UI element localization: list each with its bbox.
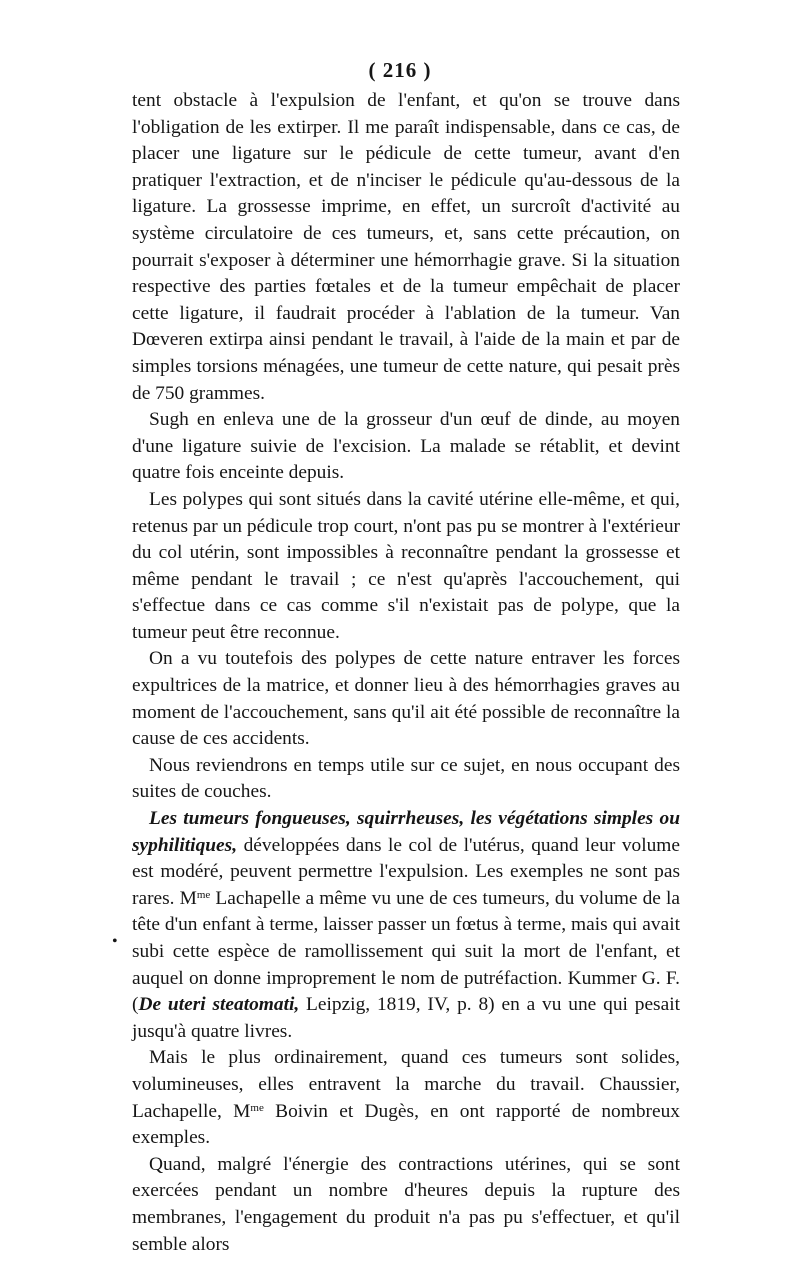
- paragraph-7: [132, 1045, 680, 1151]
- paragraph-8: Quand, malgré l'énergie des contractions utérines, qui se sont exercées pendant un nombre d'heures depuis la rupture des membranes, l'engagement du produit n'a pas pu s'effectuer, et qu'il semble alors: [132, 1153, 680, 1255]
- paragraph-7-text-b: Boivin et Dugès, en ont rapporté de nombreux exemples.: [132, 1100, 680, 1149]
- paragraph-6-text-b: Lachapelle a même vu une de ces tumeurs, du volume de la tête d'un enfant à terme, laisser passer un fœtus à terme, mais qui avait subi cette espèce de ramollissement qui suit la mort de l'enfant, et auquel on donne improprement le nom de putréfaction. Kummer G. F. (: [132, 887, 680, 1016]
- paragraph-3: Les polypes qui sont situés dans la cavité utérine elle-même, et qui, retenus par un pédicule trop court, n'ont pas pu se montrer à l'extérieur du col utérin, sont impossibles à reconnaître pendant la grossesse et même pendant le travail ; ce n'est qu'après l'accouchement, qui s'effectue dans ce cas comme s'il n'existait pas de polype, que la tumeur peut être reconnue.: [132, 488, 680, 643]
- paragraph-6-text-a: développées dans le col de l'utérus, quand leur volume est modéré, peuvent permettre l'expulsion. Les exemples ne sont pas rares. M: [132, 834, 680, 909]
- superscript-me: me: [196, 888, 211, 901]
- paragraph-6-text-c: Leipzig, 1819, IV, p. 8) en a vu une qui pesait jusqu'à quatre livres.: [132, 994, 680, 1042]
- superscript-me: me: [250, 1101, 264, 1114]
- paragraph-5: Nous reviendrons en temps utile sur ce sujet, en nous occupant des suites de couches.: [132, 754, 680, 803]
- body-text: [132, 88, 680, 1258]
- paragraph-7-text-a: Mais le plus ordinairement, quand ces tumeurs sont solides, volumineuses, elles entravent la marche du travail. Chaussier, Lachapelle, M: [132, 1047, 680, 1122]
- italic-reference: De uteri steatomati,: [138, 994, 300, 1016]
- paragraph-2: Sugh en enleva une de la grosseur d'un œuf de dinde, au moyen d'une ligature suivie de l'excision. La malade se rétablit, et devint quatre fois enceinte depuis.: [132, 409, 680, 484]
- page-number: ( 216 ): [368, 58, 432, 82]
- italic-lead: Les tumeurs fongueuses, squirrheuses, les végétations simples ou syphilitiques,: [132, 808, 680, 856]
- paragraph-6: [132, 806, 680, 1045]
- paragraph-1: tent obstacle à l'expulsion de l'enfant, et qu'on se trouve dans l'obligation de les extirper. Il me paraît indispensable, dans ce cas, de placer une ligature sur le pédicule de cette tumeur, avant d'en pratiquer l'extraction, et de n'inciser le pédicule qu'au-dessous de la ligature. La grossesse imprime, en effet, un surcroît d'activité au système circulatoire de ces tumeurs, et, sans cette précaution, on pourrait s'exposer à déterminer une hémorrhagie grave. Si la situation respective des parties fœtales et de la tumeur empêchait de placer cette ligature, il faudrait procéder à l'ablation de la tumeur. Van Dœveren extirpa ainsi pendant le travail, à l'aide de la main et par de simples torsions ménagées, une tumeur de cette nature, qui pesait près de 750 grammes.: [132, 90, 680, 404]
- margin-bullet-mark: •: [112, 933, 118, 950]
- paragraph-4: On a vu toutefois des polypes de cette nature entraver les forces expultrices de la matrice, et donner lieu à des hémorrhagies graves au moment de l'accouchement, sans qu'il ait été possible de reconnaître la cause de ces accidents.: [132, 648, 680, 750]
